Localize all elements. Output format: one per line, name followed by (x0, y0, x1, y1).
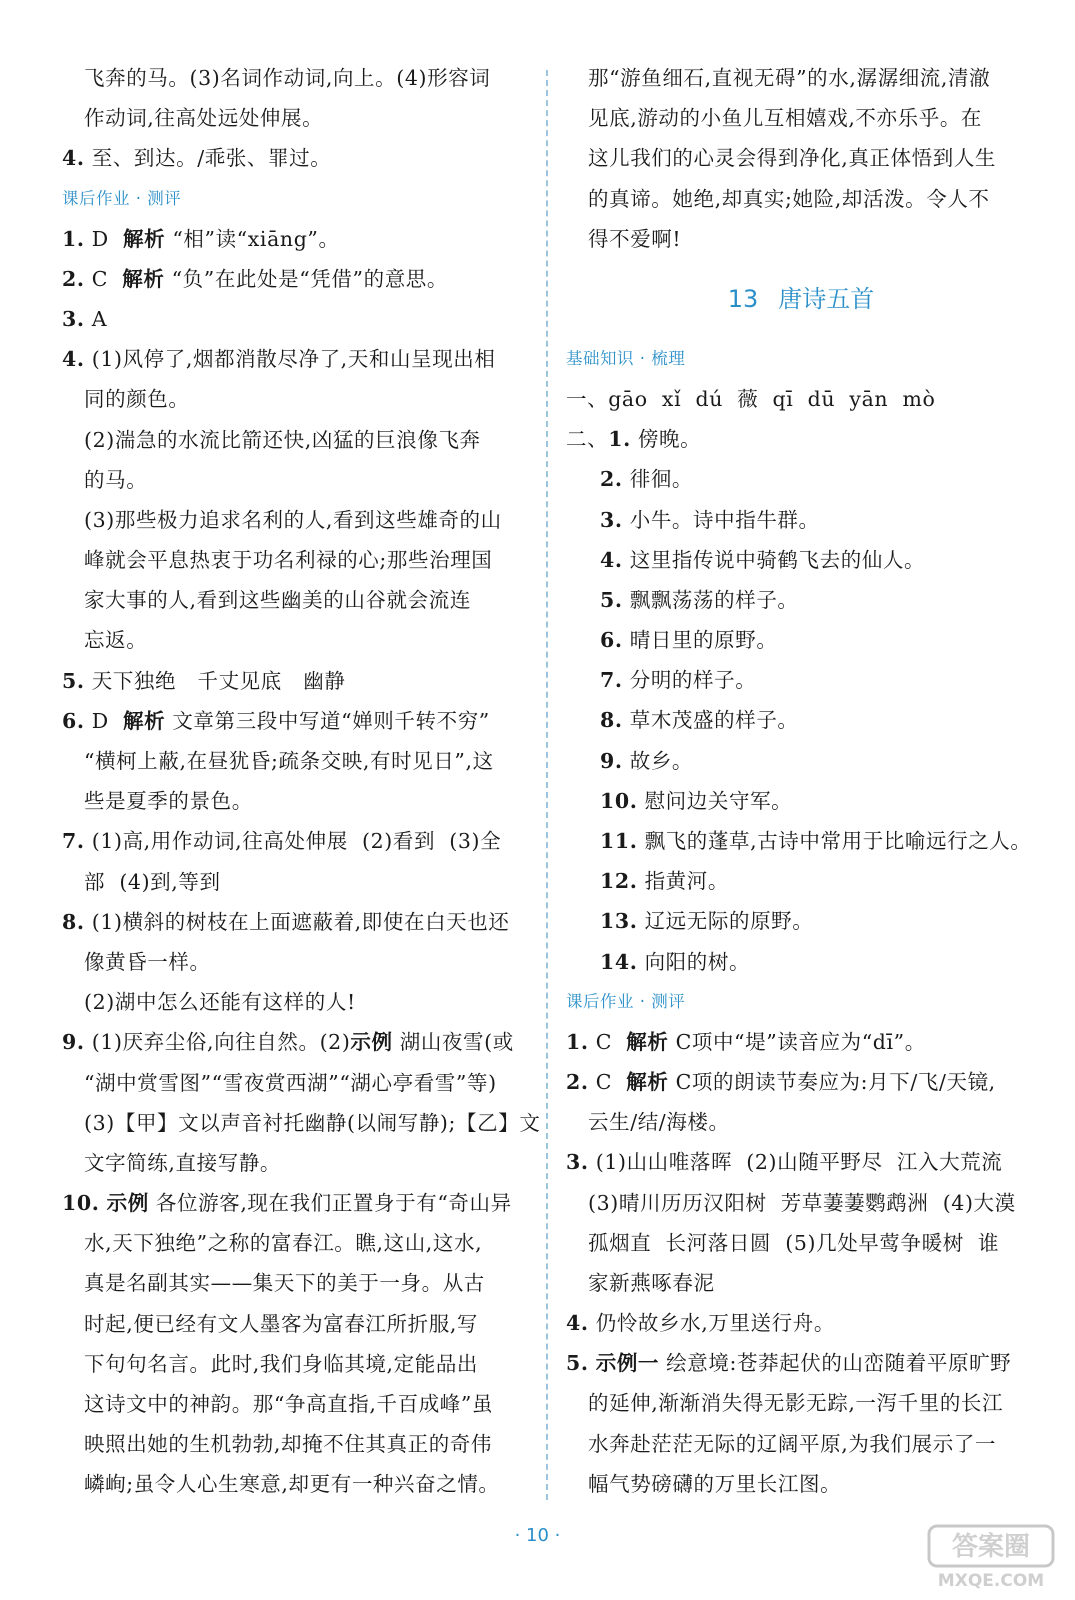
question-number: 2. (600, 467, 623, 492)
question-number: 9. (600, 748, 623, 773)
answer-text: 文字简练,直接写静。 (84, 1150, 282, 1175)
answer-line (566, 459, 1036, 499)
answer-text: 傍晚。 (630, 427, 702, 452)
answer-line (566, 1303, 1036, 1343)
section-heading (566, 339, 1036, 379)
answer-line (62, 701, 530, 741)
answer-line (62, 379, 530, 419)
answer-line (62, 420, 530, 460)
answer-line (62, 1424, 530, 1464)
answer-text: 同的颜色。 (84, 387, 190, 412)
answer-text: 的延伸,渐渐消失得无影无踪,一泻千里的长江 (588, 1391, 1004, 1416)
question-number: 6. (600, 628, 623, 653)
answer-line (62, 620, 530, 660)
answer-text: 水奔赴茫茫无际的辽阔平原,为我们展示了一 (588, 1431, 997, 1456)
answer-line (62, 661, 530, 701)
question-number: 6. (62, 708, 85, 733)
answer-text: 飘飞的蓬草,古诗中常用于比喻远行之人。 (637, 829, 1032, 853)
question-number: 2. (566, 1069, 589, 1094)
answer-text: 见底,游动的小鱼儿互相嬉戏,不亦乐乎。在 (588, 106, 983, 131)
answer-text: (1)风停了,烟都消散尽净了,天和山呈现出相 (84, 347, 496, 372)
answer-keyword: 示例 (106, 1191, 149, 1216)
answer-text: A (84, 306, 108, 331)
question-number: 1. (608, 427, 631, 452)
question-number: 5. (566, 1351, 589, 1376)
question-number: 5. (62, 668, 85, 693)
answer-line (62, 1183, 530, 1223)
answer-text: 映照出她的生机勃勃,却掩不住其真正的奇伟 (84, 1432, 493, 1457)
answer-text: 指黄河。 (637, 869, 729, 894)
question-number: 1. (566, 1029, 589, 1054)
answer-line (566, 1383, 1036, 1423)
lesson-title (566, 259, 1036, 339)
answer-text: C (588, 1029, 627, 1054)
answer-text: 徘徊。 (622, 467, 694, 492)
answer-text: 这诗文中的神韵。那“争高直指,千百成峰”虽 (84, 1392, 494, 1416)
answer-line (62, 500, 530, 540)
answer-line (566, 1022, 1036, 1062)
answer-text: 忘返。 (84, 628, 148, 653)
section-heading-text: 课后作业 · 测评 (566, 991, 686, 1011)
answer-line (566, 580, 1036, 620)
answer-text: 云生/结/海楼。 (588, 1110, 730, 1135)
answer-line (62, 1143, 530, 1183)
answer-text: “横柯上蔽,在昼犹昏;疏条交映,有时见日”,这 (84, 749, 494, 773)
answer-keyword: 示例一 (595, 1351, 660, 1376)
answer-text: 二、 (566, 427, 609, 452)
answer-line (62, 299, 530, 339)
answer-text: 辽远无际的原野。 (637, 909, 814, 934)
answer-text: C (84, 266, 123, 291)
answer-line (566, 660, 1036, 700)
question-number: 10. (62, 1191, 100, 1216)
answer-text: 各位游客,现在我们正置身于有“奇山异 (148, 1191, 512, 1216)
answer-line (62, 902, 530, 942)
question-number: 4. (62, 146, 85, 171)
answer-line (566, 700, 1036, 740)
question-number: 10. (600, 788, 638, 813)
answer-text: 一、gāo xǐ dú 薇 qī dū yān mò (566, 386, 936, 411)
answer-text: 些是夏季的景色。 (84, 789, 253, 814)
answer-text: 得不爱啊! (588, 226, 682, 251)
question-number: 4. (600, 547, 623, 572)
answer-line (566, 1102, 1036, 1142)
question-number: 4. (566, 1311, 589, 1336)
question-number: 7. (62, 829, 85, 854)
section-heading-text: 基础知识 · 梳理 (566, 348, 686, 368)
answer-line (62, 98, 530, 138)
answer-line (566, 58, 1036, 98)
answer-text (99, 1191, 106, 1215)
answer-line (62, 741, 530, 781)
answer-line (566, 1263, 1036, 1303)
answer-text: (1)厌弃尘俗,向往自然。(2) (84, 1030, 351, 1055)
answer-line (566, 1424, 1036, 1464)
answer-text: 幅气势磅礴的万里长江图。 (588, 1471, 842, 1496)
answer-line (62, 781, 530, 821)
question-number: 12. (600, 869, 638, 894)
answer-line (566, 1062, 1036, 1102)
answer-line (566, 1183, 1036, 1223)
left-column (62, 58, 541, 1505)
answer-line (62, 821, 530, 861)
answer-text: D (84, 226, 123, 251)
answer-text: 文章第三段中写道“婵则千转不穷” (165, 708, 490, 733)
section-heading (566, 982, 1036, 1022)
answer-text: 故乡。 (622, 748, 694, 773)
watermark-top-text: 答案圈 (951, 1532, 1031, 1562)
answer-text: 小牛。诗中指牛群。 (622, 507, 820, 532)
answer-text: “负”在此处是“凭借”的意思。 (164, 266, 448, 291)
answer-keyword: 示例 (350, 1030, 393, 1055)
answer-keyword: 解析 (122, 266, 165, 291)
answer-line (62, 259, 530, 299)
answer-line (62, 1063, 530, 1103)
answer-text: 分明的样子。 (622, 668, 757, 693)
answer-text: 这里指传说中骑鹤飞去的仙人。 (622, 547, 926, 572)
answer-text: 至、到达。/乖张、罪过。 (84, 146, 332, 171)
answer-line (62, 1464, 530, 1504)
answer-text: (1)高,用作动词,往高处伸展 (2)看到 (3)全 (84, 829, 502, 854)
answer-line (566, 98, 1036, 138)
question-number: 8. (62, 909, 85, 934)
answer-text: (2)湖中怎么还能有这样的人! (84, 990, 356, 1015)
answer-line (566, 500, 1036, 540)
answer-line (62, 460, 530, 500)
answer-text: 家大事的人,看到这些幽美的山谷就会流连 (84, 588, 471, 613)
answer-text: 水,天下独绝”之称的富春江。瞧,这山,这水, (84, 1231, 483, 1256)
answer-line (566, 1223, 1036, 1263)
answer-line (566, 379, 1036, 419)
answer-line (566, 179, 1036, 219)
answer-line (566, 419, 1036, 459)
answer-text: (3)晴川历历汉阳树 芳草萋萋鹦鹉洲 (4)大漠 (588, 1190, 1016, 1215)
answer-line (566, 620, 1036, 660)
answer-text (589, 1351, 596, 1375)
answer-line (62, 580, 530, 620)
question-number: 2. (62, 266, 85, 291)
lesson-number: 13 (727, 284, 759, 313)
answer-text: 飞奔的马。(3)名词作动词,向上。(4)形容词 (84, 66, 491, 90)
answer-text: 峰就会平息热衷于功名利禄的心;那些治理国 (84, 548, 493, 573)
answer-text: 的马。 (84, 467, 148, 492)
answer-text: 仍怜故乡水,万里送行舟。 (588, 1311, 835, 1336)
question-number: 4. (62, 347, 85, 372)
answer-text: 部 (4)到,等到 (84, 869, 221, 894)
answer-line (566, 1464, 1036, 1504)
answer-text: 的真谛。她绝,却真实;她险,却活泼。令人不 (588, 186, 990, 211)
answer-line (62, 862, 530, 902)
answer-text: “湖中赏雪图”“雪夜赏西湖”“湖心亭看雪”等) (84, 1070, 497, 1095)
answer-line (566, 1343, 1036, 1383)
answer-line (62, 1384, 530, 1424)
answer-line (566, 861, 1036, 901)
answer-text: 慰问边关守军。 (637, 788, 793, 813)
answer-text: 孤烟直 长河落日圆 (5)几处早莺争暖树 谁 (588, 1230, 1000, 1255)
right-column (566, 58, 1036, 1504)
answer-text: 那“游鱼细石,直视无碍”的水,潺潺细流,清澈 (588, 66, 991, 90)
answer-line (62, 1223, 530, 1263)
answer-line (62, 1304, 530, 1344)
answer-keyword: 解析 (626, 1029, 669, 1054)
answer-line (566, 781, 1036, 821)
answer-line (566, 901, 1036, 941)
answer-line (566, 942, 1036, 982)
answer-line (62, 942, 530, 982)
answer-text: (2)湍急的水流比箭还快,凶猛的巨浪像飞奔 (84, 427, 481, 452)
answer-text: 嶙峋;虽令人心生寒意,却更有一种兴奋之情。 (84, 1472, 500, 1497)
question-number: 5. (600, 587, 623, 612)
answer-text: 像黄昏一样。 (84, 949, 211, 974)
question-number: 14. (600, 949, 638, 974)
answer-text: C项中“堤”读音应为“dī”。 (668, 1029, 926, 1054)
answer-text: 飘飘荡荡的样子。 (622, 587, 799, 612)
answer-text: D (84, 708, 123, 733)
answer-keyword: 解析 (123, 226, 166, 251)
answer-line (62, 138, 530, 178)
answer-line (62, 339, 530, 379)
answer-line (62, 58, 530, 98)
answer-text: (3)【甲】文以声音衬托幽静(以闹写静);【乙】文 (84, 1110, 541, 1135)
question-number: 3. (566, 1150, 589, 1175)
question-number: 3. (62, 306, 85, 331)
column-divider (546, 70, 548, 1500)
answer-text: 天下独绝 千丈见底 幽静 (84, 668, 346, 693)
answer-text: C (588, 1069, 627, 1094)
answer-text: 家新燕啄春泥 (588, 1270, 715, 1295)
watermark-bottom-text: MXQE.COM (937, 1571, 1045, 1591)
answer-keyword: 解析 (123, 708, 166, 733)
answer-line (62, 1263, 530, 1303)
section-heading (62, 179, 530, 219)
question-number: 11. (600, 829, 638, 853)
answer-text: (1)横斜的树枝在上面遮蔽着,即使在白天也还 (84, 909, 510, 934)
answer-text: (3)那些极力追求名利的人,看到这些雄奇的山 (84, 507, 502, 532)
answer-line (566, 138, 1036, 178)
answer-text: 这儿我们的心灵会得到净化,真正体悟到人生 (588, 146, 997, 171)
answer-text: 作动词,往高处远处伸展。 (84, 106, 324, 131)
answer-text: 晴日里的原野。 (622, 628, 778, 653)
answer-line (62, 1103, 541, 1143)
answer-text: “相”读“xiāng”。 (165, 226, 340, 251)
answer-line (62, 982, 530, 1022)
answer-text: 向阳的树。 (637, 949, 751, 974)
answer-text: 绘意境:苍莽起伏的山峦随着平原旷野 (659, 1351, 1012, 1376)
answer-line (566, 1142, 1036, 1182)
answer-text: 草木茂盛的样子。 (622, 708, 799, 733)
watermark-logo (921, 1520, 1061, 1592)
answer-line (62, 1344, 530, 1384)
answer-line (566, 540, 1036, 580)
answer-line (566, 741, 1036, 781)
answer-line (62, 219, 530, 259)
section-heading-text: 课后作业 · 测评 (62, 188, 182, 208)
question-number: 1. (62, 226, 85, 251)
answer-text: C项的朗读节奏应为:月下/飞/天镜, (668, 1069, 996, 1094)
answer-line (62, 1022, 530, 1062)
page-number: · 10 · (514, 1525, 561, 1546)
answer-line (566, 821, 1036, 861)
question-number: 13. (600, 909, 638, 934)
answer-keyword: 解析 (626, 1069, 669, 1094)
answer-text: (1)山山唯落晖 (2)山随平野尽 江入大荒流 (588, 1150, 1003, 1175)
answer-line (566, 219, 1036, 259)
question-number: 7. (600, 668, 623, 693)
question-number: 9. (62, 1030, 85, 1055)
question-number: 3. (600, 507, 623, 532)
answer-line (62, 540, 530, 580)
answer-text: 下句句名言。此时,我们身临其境,定能品出 (84, 1351, 479, 1376)
answer-text: 湖山夜雪(或 (392, 1030, 514, 1055)
lesson-title-text: 唐诗五首 (778, 284, 875, 313)
answer-text: 时起,便已经有文人墨客为富春江所折服,写 (84, 1311, 479, 1336)
question-number: 8. (600, 708, 623, 733)
answer-text: 真是名副其实——集天下的美于一身。从古 (84, 1271, 485, 1296)
